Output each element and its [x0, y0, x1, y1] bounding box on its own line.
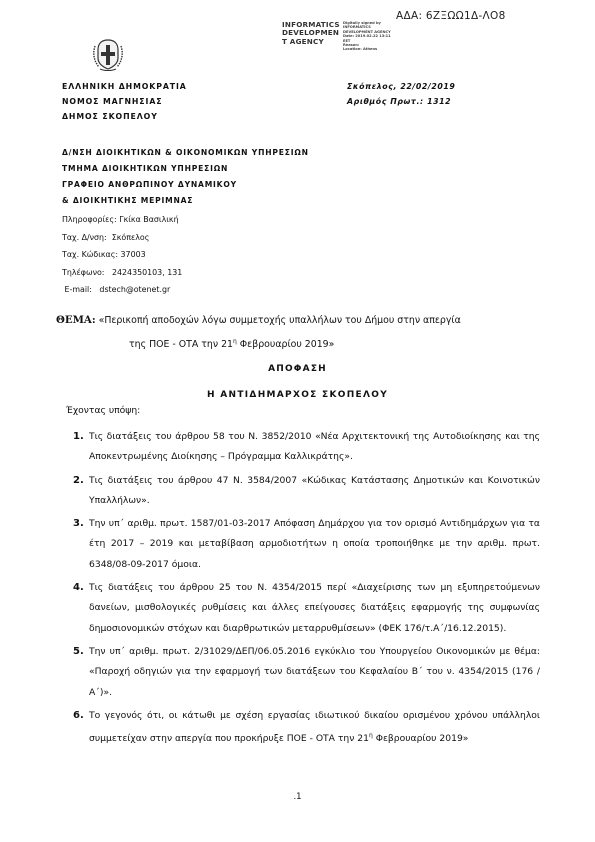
contact-block — [62, 211, 182, 299]
signature-detail-line: Reason: — [343, 43, 360, 48]
page-number: .1 — [293, 792, 302, 802]
department-line: & ΔΙΟΙΚΗΤΙΚΗΣ ΜΕΡΙΜΝΑΣ — [62, 196, 194, 205]
item-number: 5. — [73, 645, 84, 657]
considerations-intro: Έχοντας υπόψη: — [66, 405, 141, 416]
issuer-line: ΝΟΜΟΣ ΜΑΓΝΗΣΙΑΣ — [62, 97, 163, 106]
department-line: ΤΜΗΜΑ ΔΙΟΙΚΗΤΙΚΩΝ ΥΠΗΡΕΣΙΩΝ — [62, 164, 229, 173]
list-item — [55, 471, 540, 512]
ordinal-suffix: η — [368, 732, 373, 740]
ordinal-suffix: η — [233, 338, 237, 345]
considerations-list — [55, 427, 540, 753]
subject-block — [56, 310, 461, 355]
item-text: Την υπ΄ αριθμ. πρωτ. 1587/01-03-2017 Απόφαση Δημάρχου για τον ορισμό Αντιδημάρχων για τα έτη 2017 – 2019 και μεταβίβαση αρμοδιοτήτων η οποία τροποιήθηκε με την αριθμ. πρωτ. 6348/08-09-2017 όμοια. — [89, 518, 540, 570]
subject-text: «Περικοπή αποδοχών λόγω συμμετοχής υπαλλήλων του Δήμου στην απεργία — [98, 315, 461, 326]
greek-coat-of-arms-icon — [90, 36, 126, 72]
signature-detail-line: DEVELOPMENT AGENCY — [343, 29, 391, 34]
signature-stamp-line: T AGENCY — [282, 36, 324, 46]
document-date: Σκόπελος, 22/02/2019 — [347, 82, 456, 91]
contact-email: E-mail: dstech@otenet.gr — [62, 285, 171, 294]
list-item — [55, 427, 540, 468]
item-text: Τις διατάξεις του άρθρου 25 του Ν. 4354/2015 περί «Διαχείρισης των μη εξυπηρετούμενων δανείων, μισθολογικές ρυθμίσεις και άλλες επείγουσες διατάξεις εφαρμογής της συμφωνίας δημοσιονομικών στόχων και διαρθρωτικών μεταρρυθμίσεων» (ΦΕΚ 176/τ.Α΄/16.12.2015). — [89, 582, 540, 634]
subject-text-cont: της ΠΟΕ - ΟΤΑ την 21 — [129, 339, 233, 351]
item-text: Το γεγονός ότι, οι κάτωθι με σχέση εργασίας ιδιωτικού δικαίου ορισμένου χρόνου υπάλληλοι συμμετείχαν στην απεργία που προκήρυξε ΠΟΕ - ΟΤΑ την 21 — [89, 709, 540, 745]
item-text: Τις διατάξεις του άρθρου 58 του Ν. 3852/2010 «Νέα Αρχιτεκτονική της Αυτοδιοίκησης και της Αποκεντρωμένης Διοίκησης – Πρόγραμμα Καλλικράτης». — [89, 431, 540, 463]
signer-title: Η ΑΝΤΙΔΗΜΑΡΧΟΣ ΣΚΟΠΕΛΟΥ — [206, 390, 389, 400]
department-line: Δ/ΝΣΗ ΔΙΟΙΚΗΤΙΚΩΝ & ΟΙΚΟΝΟΜΙΚΩΝ ΥΠΗΡΕΣΙΩΝ — [62, 148, 309, 157]
signature-stamp-title — [282, 21, 340, 46]
item-number: 3. — [73, 518, 84, 530]
signature-stamp-line: INFORMATICS — [282, 20, 340, 29]
list-item — [55, 514, 540, 575]
item-text: Την υπ΄ αριθμ. πρωτ. 2/31029/ΔΕΠ/06.05.2016 εγκύκλιο του Υπουργείου Οικονομικών με θέμα: «Παροχή οδηγιών για την εφαρμογή των διατάξεων του Κεφαλαίου Β΄ του ν. 4354/2015 (176 /Α΄)». — [89, 645, 540, 698]
issuer-header — [62, 79, 187, 124]
date-protocol-header — [347, 79, 455, 109]
signature-stamp-line: DEVELOPMEN — [282, 28, 340, 38]
subject-label: ΘΕΜΑ: — [56, 314, 96, 326]
list-item — [55, 642, 540, 703]
contact-postcode: Ταχ. Κώδικας: 37003 — [62, 250, 146, 259]
signature-detail-line: Date: 2019.02.22 13:11 — [343, 34, 391, 39]
list-item — [55, 578, 540, 639]
contact-info: Πληροφορίες: Γκίκα Βασιλική — [62, 215, 179, 224]
subject-text-end: Φεβρουαρίου 2019» — [236, 339, 335, 351]
signature-detail-line: Location: Athens — [343, 47, 378, 52]
item-number: 1. — [73, 431, 84, 442]
signature-detail-line: INFORMATICS — [343, 25, 371, 30]
issuer-line: ΔΗΜΟΣ ΣΚΟΠΕΛΟΥ — [62, 112, 158, 121]
item-number: 6. — [73, 709, 84, 721]
item-number: 4. — [73, 582, 84, 594]
list-item — [55, 706, 540, 750]
item-number: 2. — [73, 474, 84, 486]
issuer-line: ΕΛΛΗΝΙΚΗ ΔΗΜΟΚΡΑΤΙΑ — [62, 82, 187, 91]
ada-code: ΑΔΑ: 6ΖΞΩΩ1Δ-ΛΟ8 — [396, 10, 506, 22]
contact-phone: Τηλέφωνο: 2424350103, 131 — [62, 267, 183, 277]
item-text: Τις διατάξεις του άρθρου 47 Ν. 3584/2007 «Κώδικας Κατάστασης Δημοτικών και Κοινοτικών Υπαλλήλων». — [89, 474, 540, 506]
department-block — [62, 145, 309, 209]
protocol-number: Αριθμός Πρωτ.: 1312 — [347, 97, 452, 106]
decision-title: ΑΠΟΦΑΣΗ — [268, 364, 327, 374]
signature-stamp-details — [343, 21, 391, 52]
signature-detail-line: EET — [343, 38, 351, 43]
item-text-end: Φεβρουαρίου 2019» — [372, 733, 469, 745]
department-line: ΓΡΑΦΕΙΟ ΑΝΘΡΩΠΙΝΟΥ ΔΥΝΑΜΙΚΟΥ — [62, 180, 237, 189]
signature-detail-line: Digitally signed by — [343, 21, 381, 25]
contact-address: Ταχ. Δ/νση: Σκόπελος — [62, 232, 150, 242]
